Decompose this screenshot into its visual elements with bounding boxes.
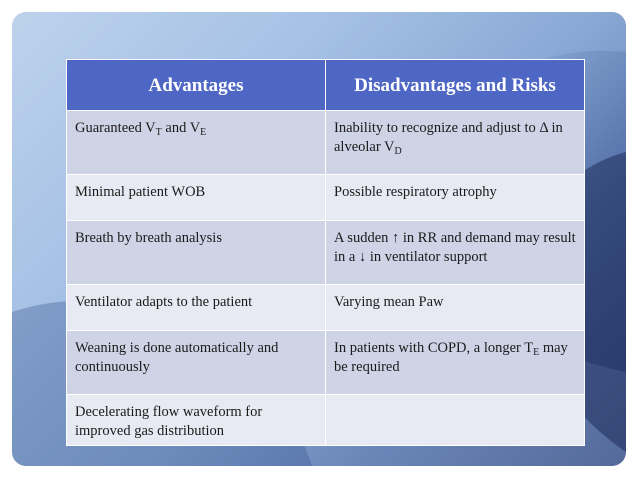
- disadvantage-cell: Varying mean Paw: [326, 285, 585, 331]
- table-row: [67, 175, 585, 221]
- advantage-cell: Minimal patient WOB: [67, 175, 326, 221]
- header-disadvantages: Disadvantages and Risks: [326, 60, 585, 111]
- advantage-cell: Decelerating flow waveform for improved gas distribution: [67, 395, 326, 446]
- advantage-cell: Weaning is done automatically and continuously: [67, 331, 326, 395]
- disadvantage-cell: A sudden ↑ in RR and demand may result in a ↓ in ventilator support: [326, 221, 585, 285]
- table-row: [67, 111, 585, 175]
- disadvantage-cell: [326, 395, 585, 446]
- header-advantages: Advantages: [67, 60, 326, 111]
- table-row: [67, 395, 585, 446]
- header-row: [67, 60, 585, 111]
- disadvantage-cell: In patients with COPD, a longer $T_E$ may be required: [326, 331, 585, 395]
- advantage-cell: Ventilator adapts to the patient: [67, 285, 326, 331]
- comparison-table: [66, 59, 585, 446]
- disadvantage-cell: Inability to recognize and adjust to Δ in alveolar $V_D$: [326, 111, 585, 175]
- table-row: [67, 331, 585, 395]
- disadvantage-cell: Possible respiratory atrophy: [326, 175, 585, 221]
- table-row: [67, 221, 585, 285]
- advantage-cell: Breath by breath analysis: [67, 221, 326, 285]
- advantage-cell: Guaranteed $V_T$ and $V_E$: [67, 111, 326, 175]
- table-row: [67, 285, 585, 331]
